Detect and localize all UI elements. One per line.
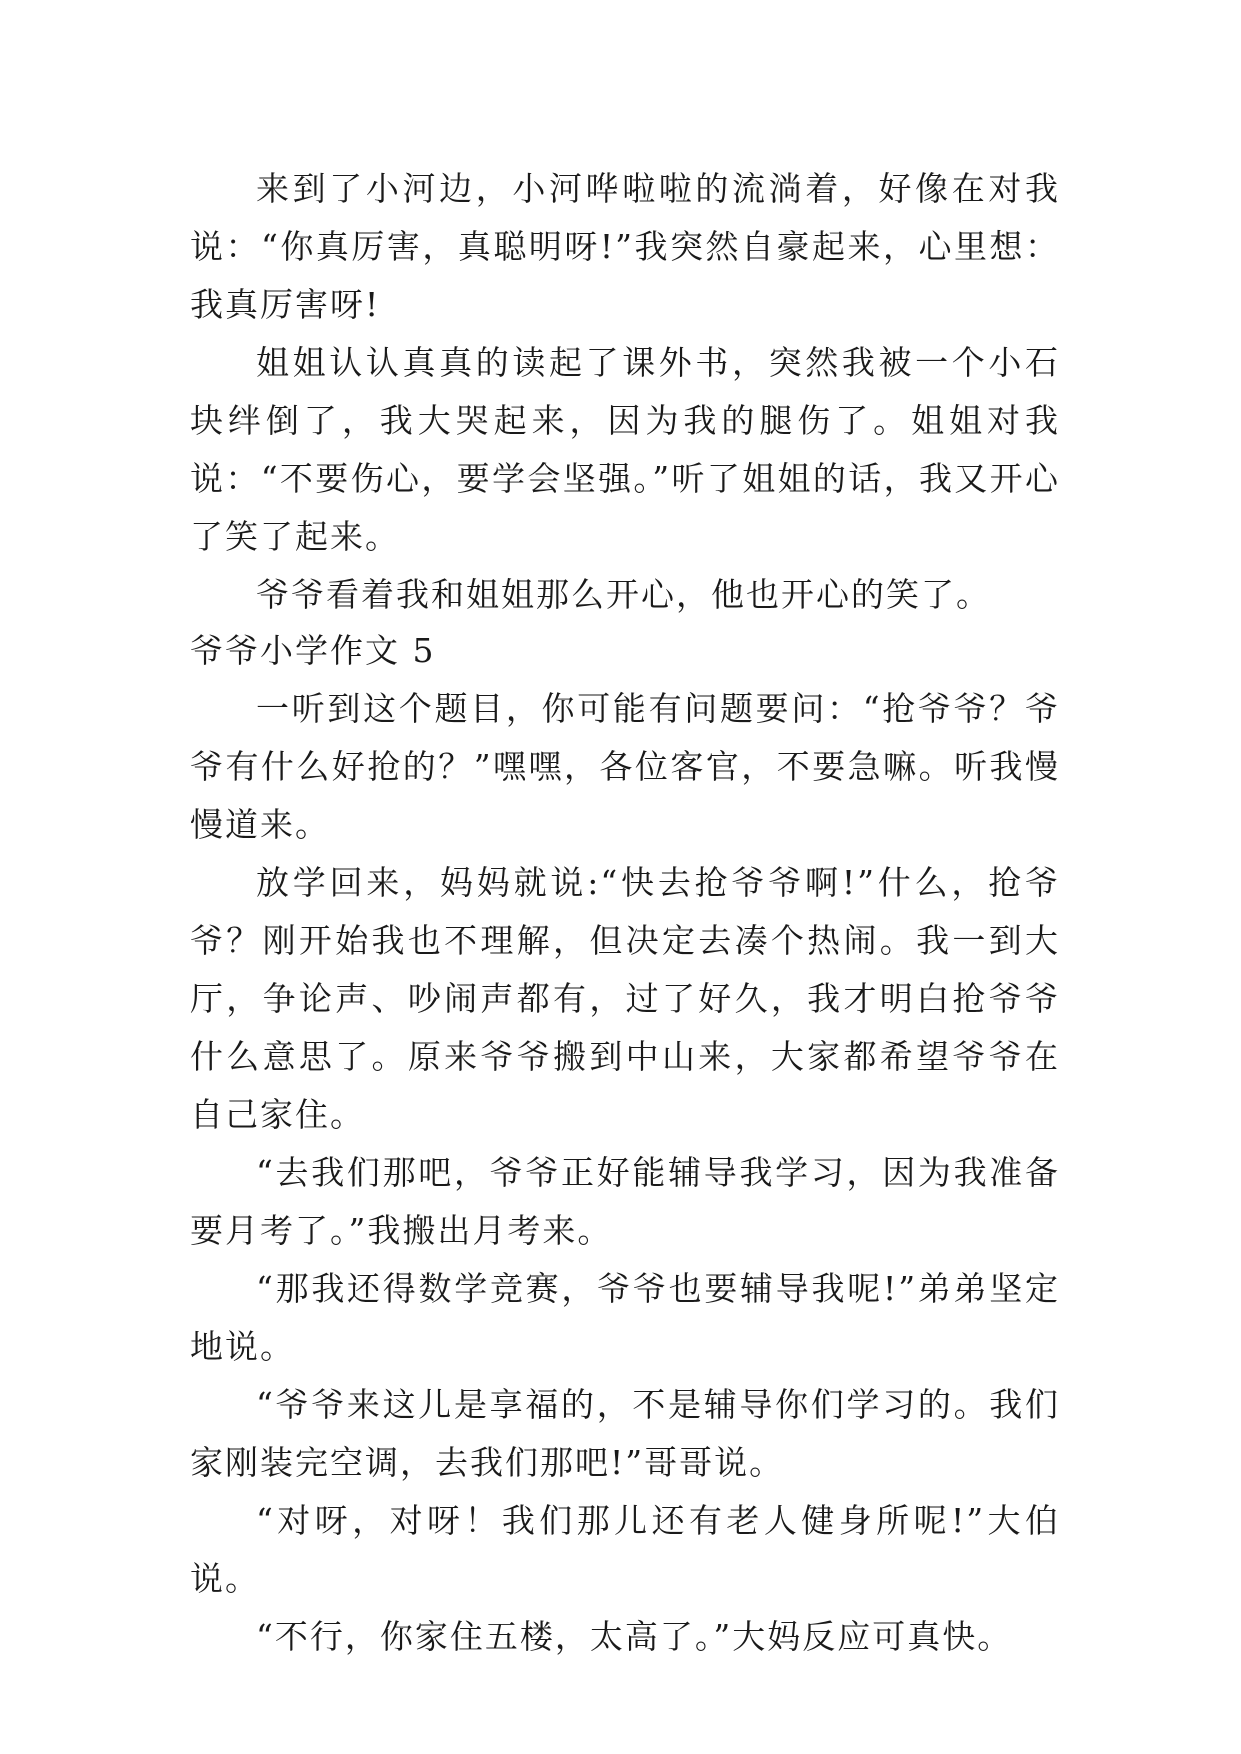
essay-title: 爷爷小学作文 5 [190, 631, 436, 670]
paragraph: “那我还得数学竞赛，爷爷也要辅导我呢!”弟弟坚定地说。 [190, 1269, 1060, 1366]
paragraph: 一听到这个题目，你可能有问题要问：“抢爷爷？爷爷有什么好抢的？”嘿嘿，各位客官，不要急嘛。听我慢慢道来。 [190, 689, 1060, 844]
paragraph: “对呀，对呀！我们那儿还有老人健身所呢!”大伯说。 [190, 1501, 1060, 1598]
paragraph: 放学回来，妈妈就说:“快去抢爷爷啊!”什么，抢爷爷？刚开始我也不理解，但决定去凑个热闹。我一到大厅，争论声、吵闹声都有，过了好久，我才明白抢爷爷什么意思了。原来爷爷搬到中山来，大家都希望爷爷在自己家住。 [190, 863, 1060, 1134]
paragraph: 姐姐认认真真的读起了课外书，突然我被一个小石块绊倒了，我大哭起来，因为我的腿伤了。姐姐对我说：“不要伤心，要学会坚强。”听了姐姐的话，我又开心了笑了起来。 [190, 343, 1060, 556]
essay-section-5 [190, 622, 1060, 1666]
paragraph: 爷爷看着我和姐姐那么开心，他也开心的笑了。 [256, 575, 991, 614]
paragraph: “不行，你家住五楼，太高了。”大妈反应可真快。 [256, 1617, 1013, 1656]
paragraph: “爷爷来这儿是享福的，不是辅导你们学习的。我们家刚装完空调，去我们那吧!”哥哥说。 [190, 1385, 1060, 1482]
paragraph: “去我们那吧，爷爷正好能辅导我学习，因为我准备要月考了。”我搬出月考来。 [190, 1153, 1060, 1250]
essay-section-top [190, 160, 1060, 624]
paragraph: 来到了小河边，小河哗啦啦的流淌着，好像在对我说：“你真厉害，真聪明呀!”我突然自豪起来，心里想：我真厉害呀! [190, 169, 1060, 324]
